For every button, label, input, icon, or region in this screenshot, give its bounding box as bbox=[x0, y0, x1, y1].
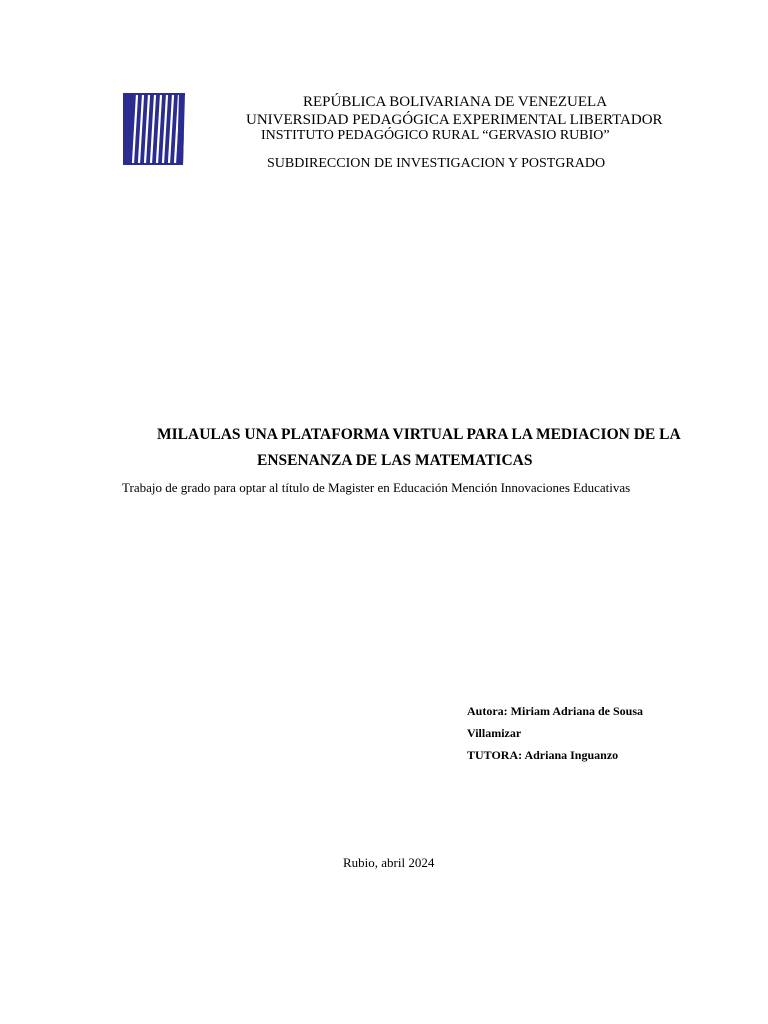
place-and-date: Rubio, abril 2024 bbox=[343, 855, 435, 870]
upel-logo-icon bbox=[123, 93, 191, 165]
header-institute: INSTITUTO PEDAGÓGICO RURAL “GERVASIO RUBIO” bbox=[261, 128, 610, 143]
thesis-title-line-1: MILAULAS UNA PLATAFORMA VIRTUAL PARA LA MEDIACION DE LA bbox=[157, 426, 681, 443]
header-subdirection: SUBDIRECCION DE INVESTIGACION Y POSTGRADO bbox=[267, 156, 606, 171]
tutor-name: TUTORA: Adriana Inguanzo bbox=[467, 748, 619, 762]
author-name: Autora: Miriam Adriana de Sousa bbox=[467, 704, 644, 718]
header-country: REPÚBLICA BOLIVARIANA DE VENEZUELA bbox=[303, 94, 608, 110]
thesis-title-line-2: ENSENANZA DE LAS MATEMATICAS bbox=[257, 452, 533, 469]
thesis-subtitle: Trabajo de grado para optar al título de Magister en Educación Mención Innovaciones Educativas bbox=[122, 480, 631, 495]
author-surname: Villamizar bbox=[467, 726, 522, 740]
header-university: UNIVERSIDAD PEDAGÓGICA EXPERIMENTAL LIBERTADOR bbox=[246, 112, 663, 128]
